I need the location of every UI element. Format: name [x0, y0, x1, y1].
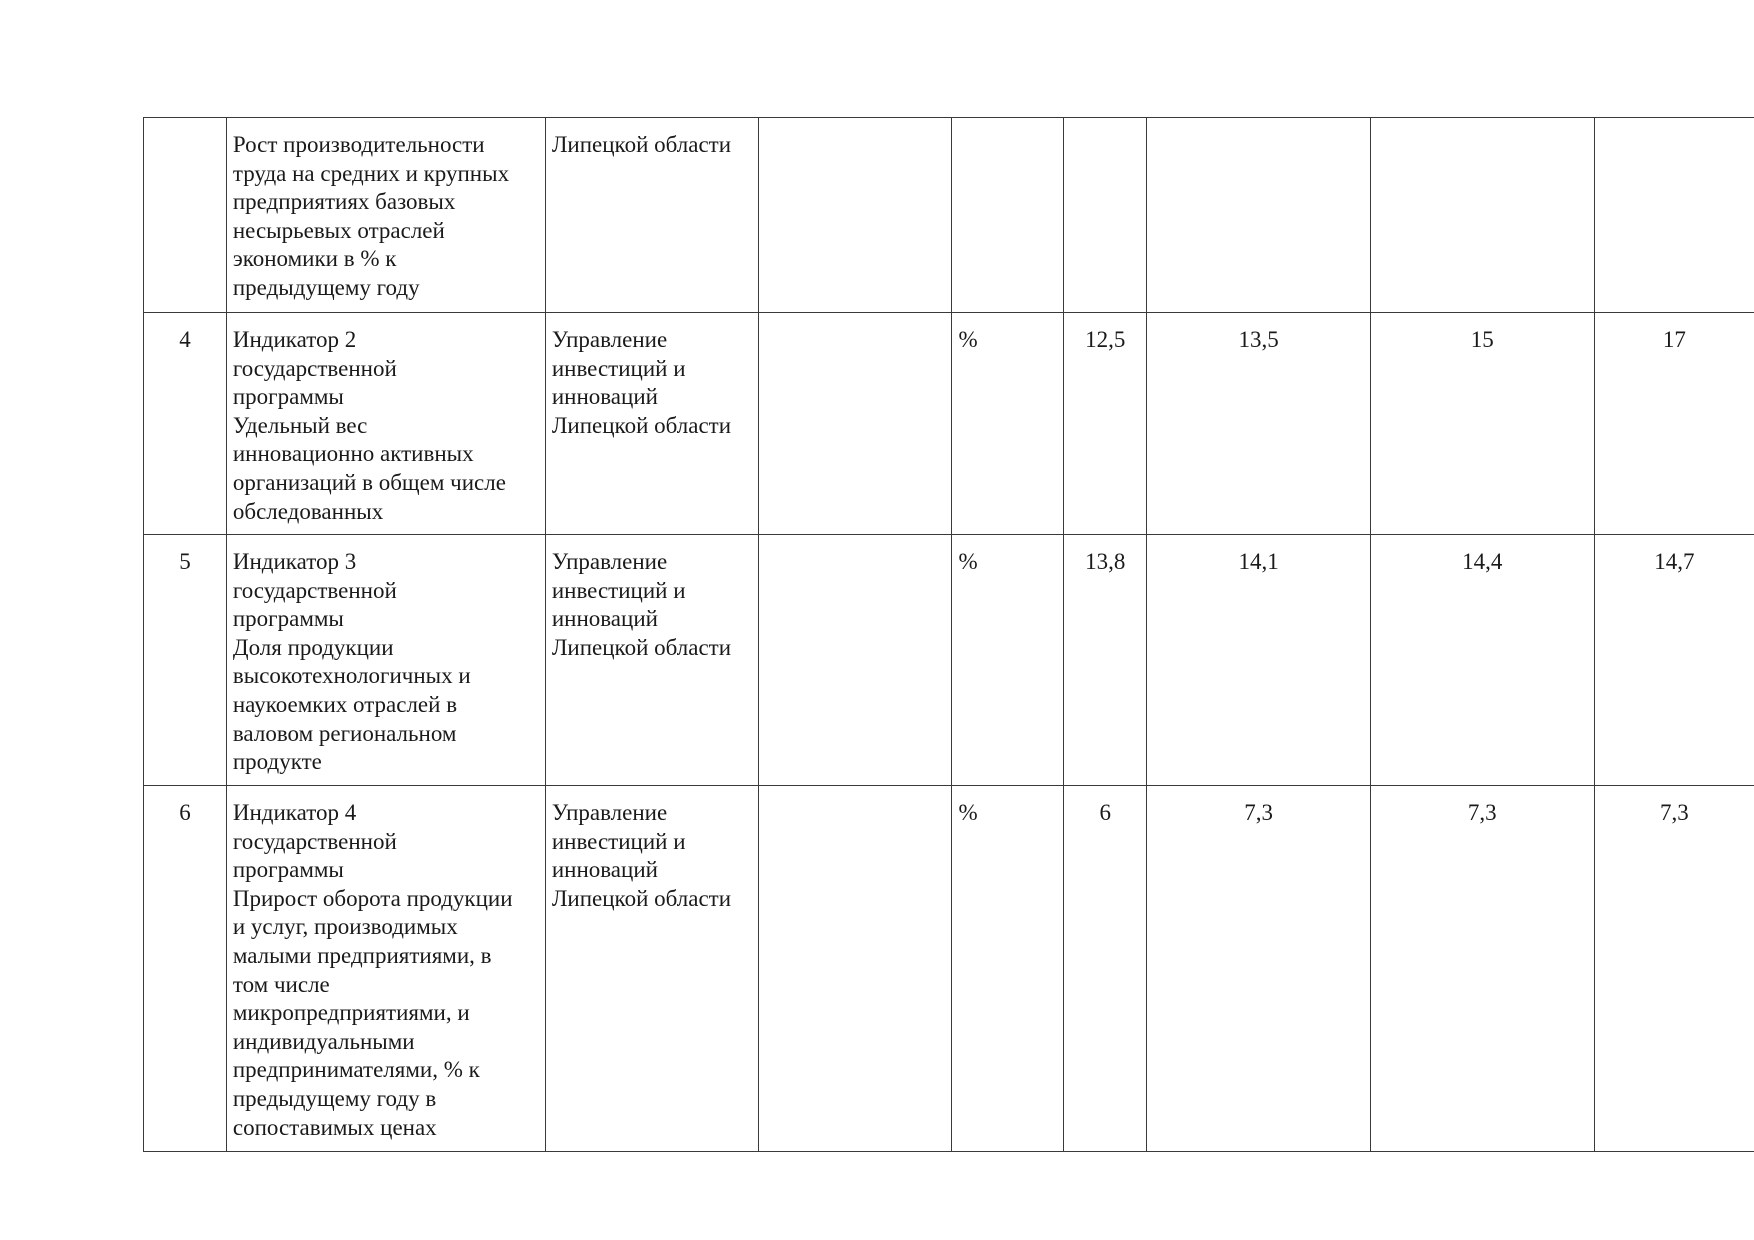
empty-cell — [758, 786, 952, 1152]
indicator-name-cell-line: государственной — [232, 355, 397, 381]
row-number-cell: 5 — [144, 535, 227, 786]
indicator-name-cell-line: программы — [232, 857, 344, 883]
indicator-name-cell-line: экономики в % к — [232, 246, 397, 272]
indicator-name-cell-line: обследованных — [232, 498, 384, 524]
value-cell-4: 7,3 — [1594, 786, 1754, 1152]
indicator-name-cell-line: государственной — [232, 828, 397, 854]
table-row — [144, 118, 1754, 313]
indicator-name-cell-line: микропредприятиями, и — [232, 1000, 470, 1026]
responsible-cell-line: Управление — [551, 327, 668, 352]
empty-cell — [758, 535, 952, 786]
value-cell-3: 7,3 — [1370, 786, 1594, 1152]
indicator-name-cell-line: Прирост оборота продукции — [232, 885, 513, 911]
indicator-name-cell-line: Индикатор 4 — [232, 800, 357, 825]
row-number-cell: 4 — [144, 313, 227, 535]
indicator-name-cell-line: Рост производительности — [232, 132, 485, 157]
indicator-name-cell-line: валовом региональном — [232, 720, 457, 746]
responsible-cell-line: Управление — [551, 549, 668, 574]
empty-cell — [758, 313, 952, 535]
indicator-name-cell-line: и услуг, производимых — [232, 914, 458, 940]
indicator-name-cell-line: предыдущему году — [232, 274, 420, 300]
indicator-name-cell — [226, 313, 545, 535]
unit-cell — [952, 118, 1064, 313]
value-cell-2 — [1147, 118, 1371, 313]
unit-cell: % — [952, 786, 1064, 1152]
value-cell-4: 17 — [1594, 313, 1754, 535]
responsible-cell — [545, 786, 758, 1152]
value-cell-1: 12,5 — [1064, 313, 1147, 535]
indicator-name-cell-line: предприятиях базовых — [232, 189, 456, 215]
row-number-cell: 6 — [144, 786, 227, 1152]
indicator-name-cell-line: Индикатор 2 — [232, 327, 357, 352]
indicators-table — [143, 117, 1754, 1152]
indicator-name-cell-line: Индикатор 3 — [232, 549, 357, 574]
indicator-name-cell-line: организаций в общем числе — [232, 469, 506, 495]
value-cell-2: 14,1 — [1147, 535, 1371, 786]
responsible-cell-line: Липецкой области — [551, 412, 732, 438]
value-cell-1 — [1064, 118, 1147, 313]
responsible-cell-line: инвестиций и — [551, 828, 686, 854]
indicator-name-cell-line: программы — [232, 384, 344, 410]
indicator-name-cell-line: продукте — [232, 749, 322, 775]
unit-cell: % — [952, 313, 1064, 535]
indicator-name-cell-line: сопоставимых ценах — [232, 1114, 437, 1140]
row-number-cell — [144, 118, 227, 313]
indicator-name-cell-line: малыми предприятиями, в — [232, 942, 492, 968]
table-row — [144, 313, 1754, 535]
indicator-name-cell-line: предпринимателями, % к — [232, 1057, 480, 1083]
indicator-name-cell-line: том числе — [232, 971, 330, 997]
value-cell-3 — [1370, 118, 1594, 313]
responsible-cell-line: инноваций — [551, 857, 658, 883]
value-cell-3: 14,4 — [1370, 535, 1594, 786]
unit-cell: % — [952, 535, 1064, 786]
value-cell-2: 13,5 — [1147, 313, 1371, 535]
responsible-cell-line: инвестиций и — [551, 577, 686, 603]
responsible-cell — [545, 313, 758, 535]
value-cell-4: 14,7 — [1594, 535, 1754, 786]
indicator-name-cell-line: несырьевых отраслей — [232, 217, 445, 243]
responsible-cell-line: Липецкой области — [551, 885, 732, 911]
indicator-name-cell-line: высокотехнологичных и — [232, 663, 471, 689]
indicator-name-cell-line: государственной — [232, 577, 397, 603]
indicator-name-cell-line: наукоемких отраслей в — [232, 691, 458, 717]
indicator-name-cell-line: труда на средних и крупных — [232, 160, 510, 186]
responsible-cell-line: Управление — [551, 800, 668, 825]
responsible-cell-line: инноваций — [551, 606, 658, 632]
indicator-name-cell — [226, 118, 545, 313]
indicator-name-cell-line: предыдущему году в — [232, 1085, 437, 1111]
value-cell-1: 13,8 — [1064, 535, 1147, 786]
responsible-cell-line: Липецкой области — [551, 634, 732, 660]
responsible-cell — [545, 535, 758, 786]
value-cell-4 — [1594, 118, 1754, 313]
indicator-name-cell-line: индивидуальными — [232, 1028, 415, 1054]
responsible-cell-line: инвестиций и — [551, 355, 686, 381]
value-cell-3: 15 — [1370, 313, 1594, 535]
value-cell-2: 7,3 — [1147, 786, 1371, 1152]
indicator-name-cell — [226, 786, 545, 1152]
responsible-cell-line: Липецкой области — [551, 132, 732, 157]
table-row — [144, 535, 1754, 786]
responsible-cell — [545, 118, 758, 313]
indicator-name-cell-line: Удельный вес — [232, 412, 368, 438]
empty-cell — [758, 118, 952, 313]
indicator-name-cell-line: программы — [232, 606, 344, 632]
value-cell-1: 6 — [1064, 786, 1147, 1152]
indicator-name-cell-line: Доля продукции — [232, 634, 394, 660]
table-row — [144, 786, 1754, 1152]
responsible-cell-line: инноваций — [551, 384, 658, 410]
indicator-name-cell-line: инновационно активных — [232, 441, 474, 467]
indicator-name-cell — [226, 535, 545, 786]
